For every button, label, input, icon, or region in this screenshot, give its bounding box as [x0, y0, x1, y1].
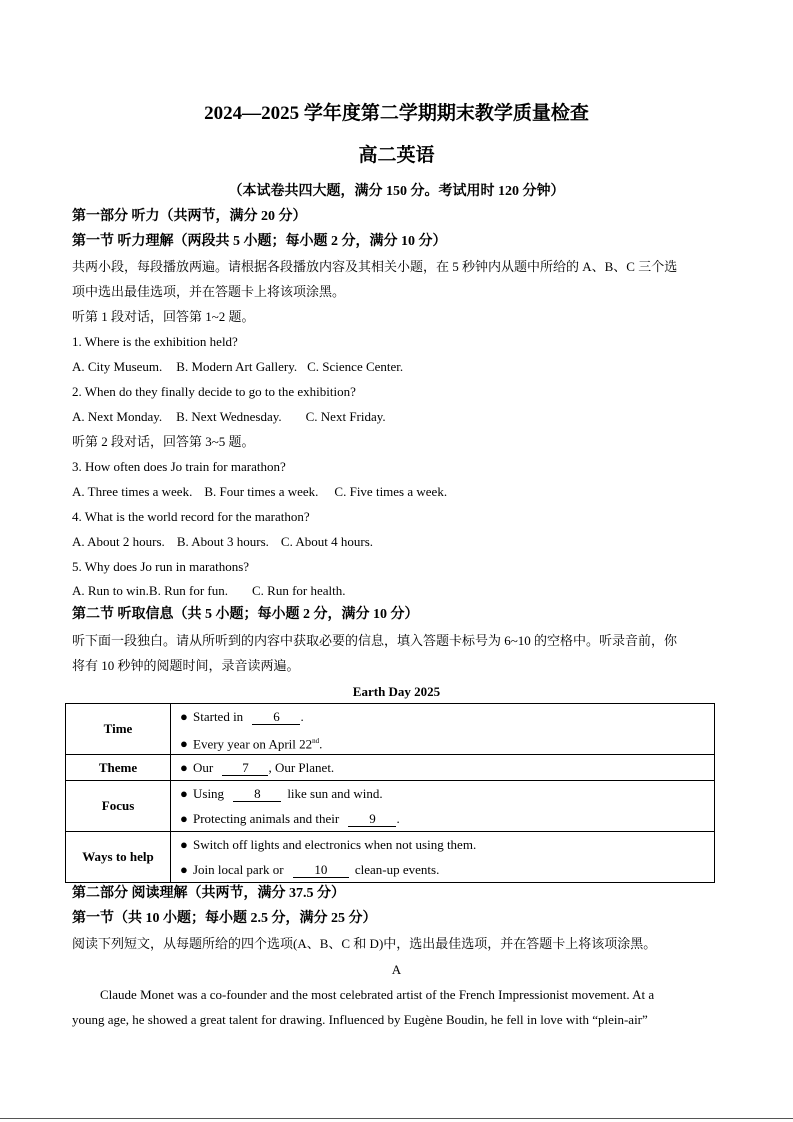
exam-info: （本试卷共四大题，满分 150 分。考试用时 120 分钟）: [228, 184, 565, 199]
question-4-options: [72, 534, 373, 550]
time-line-2-end: .: [319, 736, 323, 752]
q1-option-b: B. Modern Art Gallery.: [176, 359, 298, 374]
exam-title: 2024—2025 学年度第二学期期末教学质量检查: [204, 103, 589, 124]
bullet-icon: ●: [180, 786, 188, 801]
time-line-1-text: Started in: [193, 709, 244, 724]
q5-option-a: A. Run to win.: [72, 583, 149, 598]
blank-8: 8: [233, 787, 281, 802]
q2-option-c: C. Next Friday.: [305, 409, 386, 424]
part2-instruction: 阅读下列短文，从每题所给的四个选项(A、B、C 和 D)中，选出最佳选项，并在答题卡上将该项涂黑。: [72, 936, 657, 951]
table-row-focus: [66, 781, 715, 832]
question-3: 3. How often does Jo train for marathon?: [72, 459, 286, 474]
passage-label: A: [391, 962, 402, 977]
help-content: [171, 832, 715, 883]
bullet-icon: ●: [180, 709, 188, 724]
section2-instruction-line1: 听下面一段独白。请从所听到的内容中获取必要的信息，填入答题卡标号为 6~10 的空格中。听录音前，你: [72, 633, 678, 648]
part2-section1-heading: 第一节（共 10 小题；每小题 2.5 分，满分 25 分）: [72, 911, 377, 926]
section2-instruction-line2: 将有 10 秒钟的阅题时间，录音读两遍。: [72, 658, 300, 673]
help-label: Ways to help: [66, 832, 171, 883]
table-row-time: [66, 704, 715, 755]
question-2-options: [72, 409, 386, 425]
dialog1-note: 听第 1 段对话，回答第 1~2 题。: [72, 309, 255, 324]
help-line-2-text: Join local park or: [193, 862, 284, 877]
q4-option-a: A. About 2 hours.: [72, 534, 165, 549]
subject-title: 高二英语: [358, 145, 435, 166]
help-line-2: [171, 857, 714, 882]
q5-option-c: C. Run for health.: [252, 583, 346, 598]
q4-option-c: C. About 4 hours.: [280, 534, 373, 549]
theme-line-end: , Our Planet.: [268, 760, 335, 775]
q3-option-b: B. Four times a week.: [204, 484, 319, 499]
table-title: Earth Day 2025: [352, 684, 441, 699]
q2-option-b: B. Next Wednesday.: [176, 409, 282, 424]
time-content: [171, 704, 715, 755]
passage-line-2: young age, he showed a great talent for drawing. Influenced by Eugène Boudin, he fell in love with “plein-air”: [72, 1012, 648, 1027]
question-1-options: [72, 359, 403, 375]
focus-label: Focus: [66, 781, 171, 832]
focus-line-1-text: Using: [193, 786, 225, 801]
part1-heading: 第一部分 听力（共两节，满分 20 分）: [72, 209, 307, 224]
question-5: 5. Why does Jo run in marathons?: [72, 559, 250, 574]
page-bottom-rule: [0, 1118, 793, 1119]
question-1: 1. Where is the exhibition held?: [72, 334, 238, 349]
question-2: 2. When do they finally decide to go to the exhibition?: [72, 384, 356, 399]
q5-option-b: B. Run for fun.: [148, 583, 229, 598]
blank-6: 6: [252, 710, 300, 725]
focus-line-2-text: Protecting animals and their: [193, 811, 340, 826]
table-row-theme: [66, 755, 715, 781]
question-5-options: [72, 583, 346, 599]
focus-line-1-end: like sun and wind.: [287, 786, 383, 801]
help-line-1: [171, 832, 714, 857]
q2-option-a: A. Next Monday.: [72, 409, 163, 424]
part1-section1-heading: 第一节 听力理解（两段共 5 小题；每小题 2 分，满分 10 分）: [72, 234, 447, 249]
time-line-2-text: Every year on April 22: [193, 736, 313, 752]
section1-instruction-line2: 项中选出最佳选项，并在答题卡上将该项涂黑。: [72, 284, 346, 299]
time-line-1-end: .: [300, 709, 304, 724]
time-label: Time: [66, 704, 171, 755]
table-row-help: [66, 832, 715, 883]
question-4: 4. What is the world record for the marathon?: [72, 509, 310, 524]
help-line-2-end: clean-up events.: [354, 862, 440, 877]
bullet-icon: ●: [180, 862, 188, 877]
theme-content: [171, 755, 715, 781]
earth-day-table: [65, 703, 715, 883]
part1-section2-heading: 第二节 听取信息（共 5 小题；每小题 2 分，满分 10 分）: [72, 607, 419, 622]
bullet-icon: ●: [180, 837, 188, 852]
bullet-icon: ●: [180, 736, 188, 752]
blank-10: 10: [293, 863, 349, 878]
theme-label: Theme: [66, 755, 171, 781]
part2-heading: 第二部分 阅读理解（共两节，满分 37.5 分）: [72, 886, 345, 901]
blank-9: 9: [348, 812, 396, 827]
help-line-1-text: Switch off lights and electronics when not using them.: [193, 837, 477, 852]
focus-line-2: [171, 806, 714, 831]
theme-line: [171, 755, 714, 780]
focus-line-2-end: .: [396, 811, 400, 826]
q3-option-c: C. Five times a week.: [334, 484, 448, 499]
focus-content: [171, 781, 715, 832]
time-line-2: [171, 729, 714, 754]
focus-line-1: [171, 781, 714, 806]
q1-option-c: C. Science Center.: [307, 359, 404, 374]
blank-7: 7: [222, 761, 268, 776]
bullet-icon: ●: [180, 760, 188, 775]
q4-option-b: B. About 3 hours.: [176, 534, 269, 549]
theme-line-text: Our: [193, 760, 214, 775]
bullet-icon: ●: [180, 811, 188, 826]
time-line-1: [171, 704, 714, 729]
passage-line-1: Claude Monet was a co-founder and the most celebrated artist of the French Impressionist movement. At a: [100, 987, 655, 1002]
q3-option-a: A. Three times a week.: [72, 484, 193, 499]
time-line-2-sup: nd: [312, 737, 320, 745]
q1-option-a: A. City Museum.: [72, 359, 163, 374]
question-3-options: [72, 484, 447, 500]
dialog2-note: 听第 2 段对话，回答第 3~5 题。: [72, 434, 255, 449]
section1-instruction-line1: 共两小段，每段播放两遍。请根据各段播放内容及其相关小题，在 5 秒钟内从题中所给的 A、B、C 三个选: [72, 259, 678, 274]
